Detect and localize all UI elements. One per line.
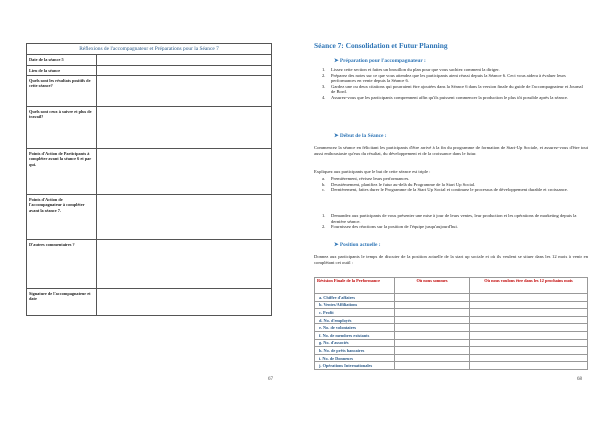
reflection-answer-cell[interactable] [97, 195, 272, 240]
position-category: f. No. de membres existants [315, 331, 395, 339]
target-position-cell[interactable] [470, 339, 588, 347]
reflection-row [27, 240, 272, 289]
reflection-row-label: Lieu de la séance [27, 66, 97, 76]
position-category: b. Ventes/Affiliations [315, 301, 395, 309]
prep-marker: 4. [322, 94, 326, 100]
current-position-cell[interactable] [395, 324, 470, 332]
target-position-cell[interactable] [470, 331, 588, 339]
prep-item [322, 73, 584, 84]
current-position-cell[interactable] [395, 331, 470, 339]
reflection-row-label: Signature de l'accompagnateur et date [27, 289, 97, 316]
position-row [315, 354, 588, 362]
position-row [315, 301, 588, 309]
position-table [314, 277, 588, 370]
target-position-cell[interactable] [470, 354, 588, 362]
but-text: Dernièrement, faites durer le Programme de la Start Up Social et continuez le processus de développement durable et croissance. [331, 187, 568, 193]
position-heading: ➤ Position actuelle : [334, 242, 381, 248]
reflection-row-label: Points d'Action de l'accompagnateur à compléter avant la séance 7. [27, 195, 97, 240]
reflection-answer-cell[interactable] [97, 107, 272, 149]
target-position-cell[interactable] [470, 347, 588, 355]
reflection-row [27, 66, 272, 76]
but-marker: b. [322, 181, 326, 187]
reflection-row-label: D'autres commentaires ? [27, 240, 97, 289]
step-marker: 2. [322, 224, 326, 230]
reflection-row [27, 195, 272, 240]
prep-marker: 1. [322, 67, 326, 72]
reflection-answer-cell[interactable] [97, 240, 272, 289]
position-category: e. No. de volontaires [315, 324, 395, 332]
position-row [315, 347, 588, 355]
but-list [322, 176, 584, 193]
page-number-left: 67 [268, 377, 273, 382]
but-text: Deuxièmement, planifiez le futur au-delà du Programme de la Start Up Social. [331, 181, 476, 187]
prep-text: Gardez une ou deux citations qui pourraient être ajoutées dans la Séance 6 dans la version finale du guide de l'accompagnateur et Journal de Bord. [331, 83, 583, 95]
position-row [315, 309, 588, 317]
but-intro: Expliquez aux participants que le but de cette séance est triple : [314, 169, 431, 174]
position-category: h. No. de prêts bancaires [315, 347, 395, 355]
target-position-cell[interactable] [470, 309, 588, 317]
but-text: Premièrement, révisez leurs performances. [331, 176, 410, 181]
position-category: j. Opérations Internationales [315, 362, 395, 370]
current-position-cell[interactable] [395, 309, 470, 317]
position-col2-header: Où nous sommes [395, 278, 470, 294]
reflection-answer-cell[interactable] [97, 66, 272, 76]
page-number-right: 68 [577, 377, 582, 382]
prep-text: Assurez-vous que les participants comprennent affin qu'ils puissent commencer la production le plus tôt possible après la séance. [331, 94, 569, 100]
step-item [322, 213, 584, 224]
prep-heading: ➤ Préparation pour l'accompagnateur : [334, 58, 426, 64]
target-position-cell[interactable] [470, 362, 588, 370]
step-text: Fournissez des réactions sur la position de l'équipe jusqu'aujourd'hui. [331, 224, 458, 230]
steps-list [322, 213, 584, 230]
prep-marker: 3. [322, 83, 326, 89]
position-row [315, 324, 588, 332]
reflection-table [26, 43, 272, 316]
reflection-answer-cell[interactable] [97, 149, 272, 195]
current-position-cell[interactable] [395, 347, 470, 355]
position-category: i. No. de Donneurs [315, 354, 395, 362]
reflection-answer-cell[interactable] [97, 289, 272, 316]
prep-item [322, 84, 584, 95]
step-text: Demandez aux participants de vous présenter une mise à jour de leurs ventes, leur production et les opérations de marketing depuis la dernière séance. [331, 213, 577, 224]
position-row [315, 331, 588, 339]
prep-marker: 2. [322, 72, 326, 78]
position-row [315, 294, 588, 302]
but-marker: c. [322, 187, 326, 193]
target-position-cell[interactable] [470, 301, 588, 309]
position-paragraph: Donnez aux participants le temps de discuter de la position actuelle de la start up sociale et où ils veulent se situer dans les 12 mois à venir en complétant cet outil : [314, 254, 588, 265]
reflection-row-label: Quels sont les résultats positifs de cette séance? [27, 76, 97, 107]
prep-text: Lissez cette section et faites un brouillon du plan pour que vous sachiez comment la diriger. [331, 67, 500, 72]
target-position-cell[interactable] [470, 294, 588, 302]
session-title: Séance 7: Consolidation et Futur Planning [314, 41, 448, 50]
reflection-row [27, 76, 272, 107]
reflection-row-label: Points d'Action de Participants à compléter avant la séance 6 et par qui. [27, 149, 97, 195]
reflection-row [27, 149, 272, 195]
target-position-cell[interactable] [470, 324, 588, 332]
step-marker: 1. [322, 213, 326, 218]
reflection-table-title: Réflexions de l'accompagnateur et Préparations pour la Séance 7 [27, 44, 272, 55]
reflection-row [27, 289, 272, 316]
debut-heading: ➤ Début de la Séance : [334, 133, 387, 139]
reflection-row [27, 55, 272, 66]
but-marker: a. [322, 176, 326, 181]
reflection-row [27, 107, 272, 149]
position-category: c. Profit [315, 309, 395, 317]
current-position-cell[interactable] [395, 316, 470, 324]
current-position-cell[interactable] [395, 339, 470, 347]
prep-text: Préparez des notes sur ce que vous attendez que les participants aient réussi depuis la Séance 6. Ceci vous aidera à évaluer leurs performances en vente depuis la Séance 6. [331, 72, 566, 84]
prep-list [322, 67, 584, 101]
reflection-answer-cell[interactable] [97, 76, 272, 107]
target-position-cell[interactable] [470, 316, 588, 324]
step-item [322, 224, 584, 230]
position-row [315, 362, 588, 370]
reflection-answer-cell[interactable] [97, 55, 272, 66]
position-col1-header: Révision Finale de la Performance [315, 278, 395, 294]
current-position-cell[interactable] [395, 294, 470, 302]
position-col3-header: Où nous voulons être dans les 12 prochains mois [470, 278, 588, 294]
debut-paragraph: Commencez la séance en félicitant les participants d'être arrivé à la fin du programme de formation de Start-Up Sociale, et assurez-vous d'être tout aussi enthousiaste qu'eux du résultat, du développement et de la croissance dans le futur. [314, 145, 588, 156]
position-row [315, 316, 588, 324]
current-position-cell[interactable] [395, 362, 470, 370]
position-category: d. No. d'employés [315, 316, 395, 324]
position-category: a. Chiffre d'affaires [315, 294, 395, 302]
current-position-cell[interactable] [395, 301, 470, 309]
current-position-cell[interactable] [395, 354, 470, 362]
position-row [315, 339, 588, 347]
reflection-row-label: Date de la séance 5 [27, 55, 97, 66]
reflection-row-label: Quels sont ceux à suivre et plus de travail? [27, 107, 97, 149]
but-item [322, 187, 584, 193]
position-category: g. No. d'associés [315, 339, 395, 347]
prep-item [322, 95, 584, 101]
right-page [300, 0, 600, 424]
